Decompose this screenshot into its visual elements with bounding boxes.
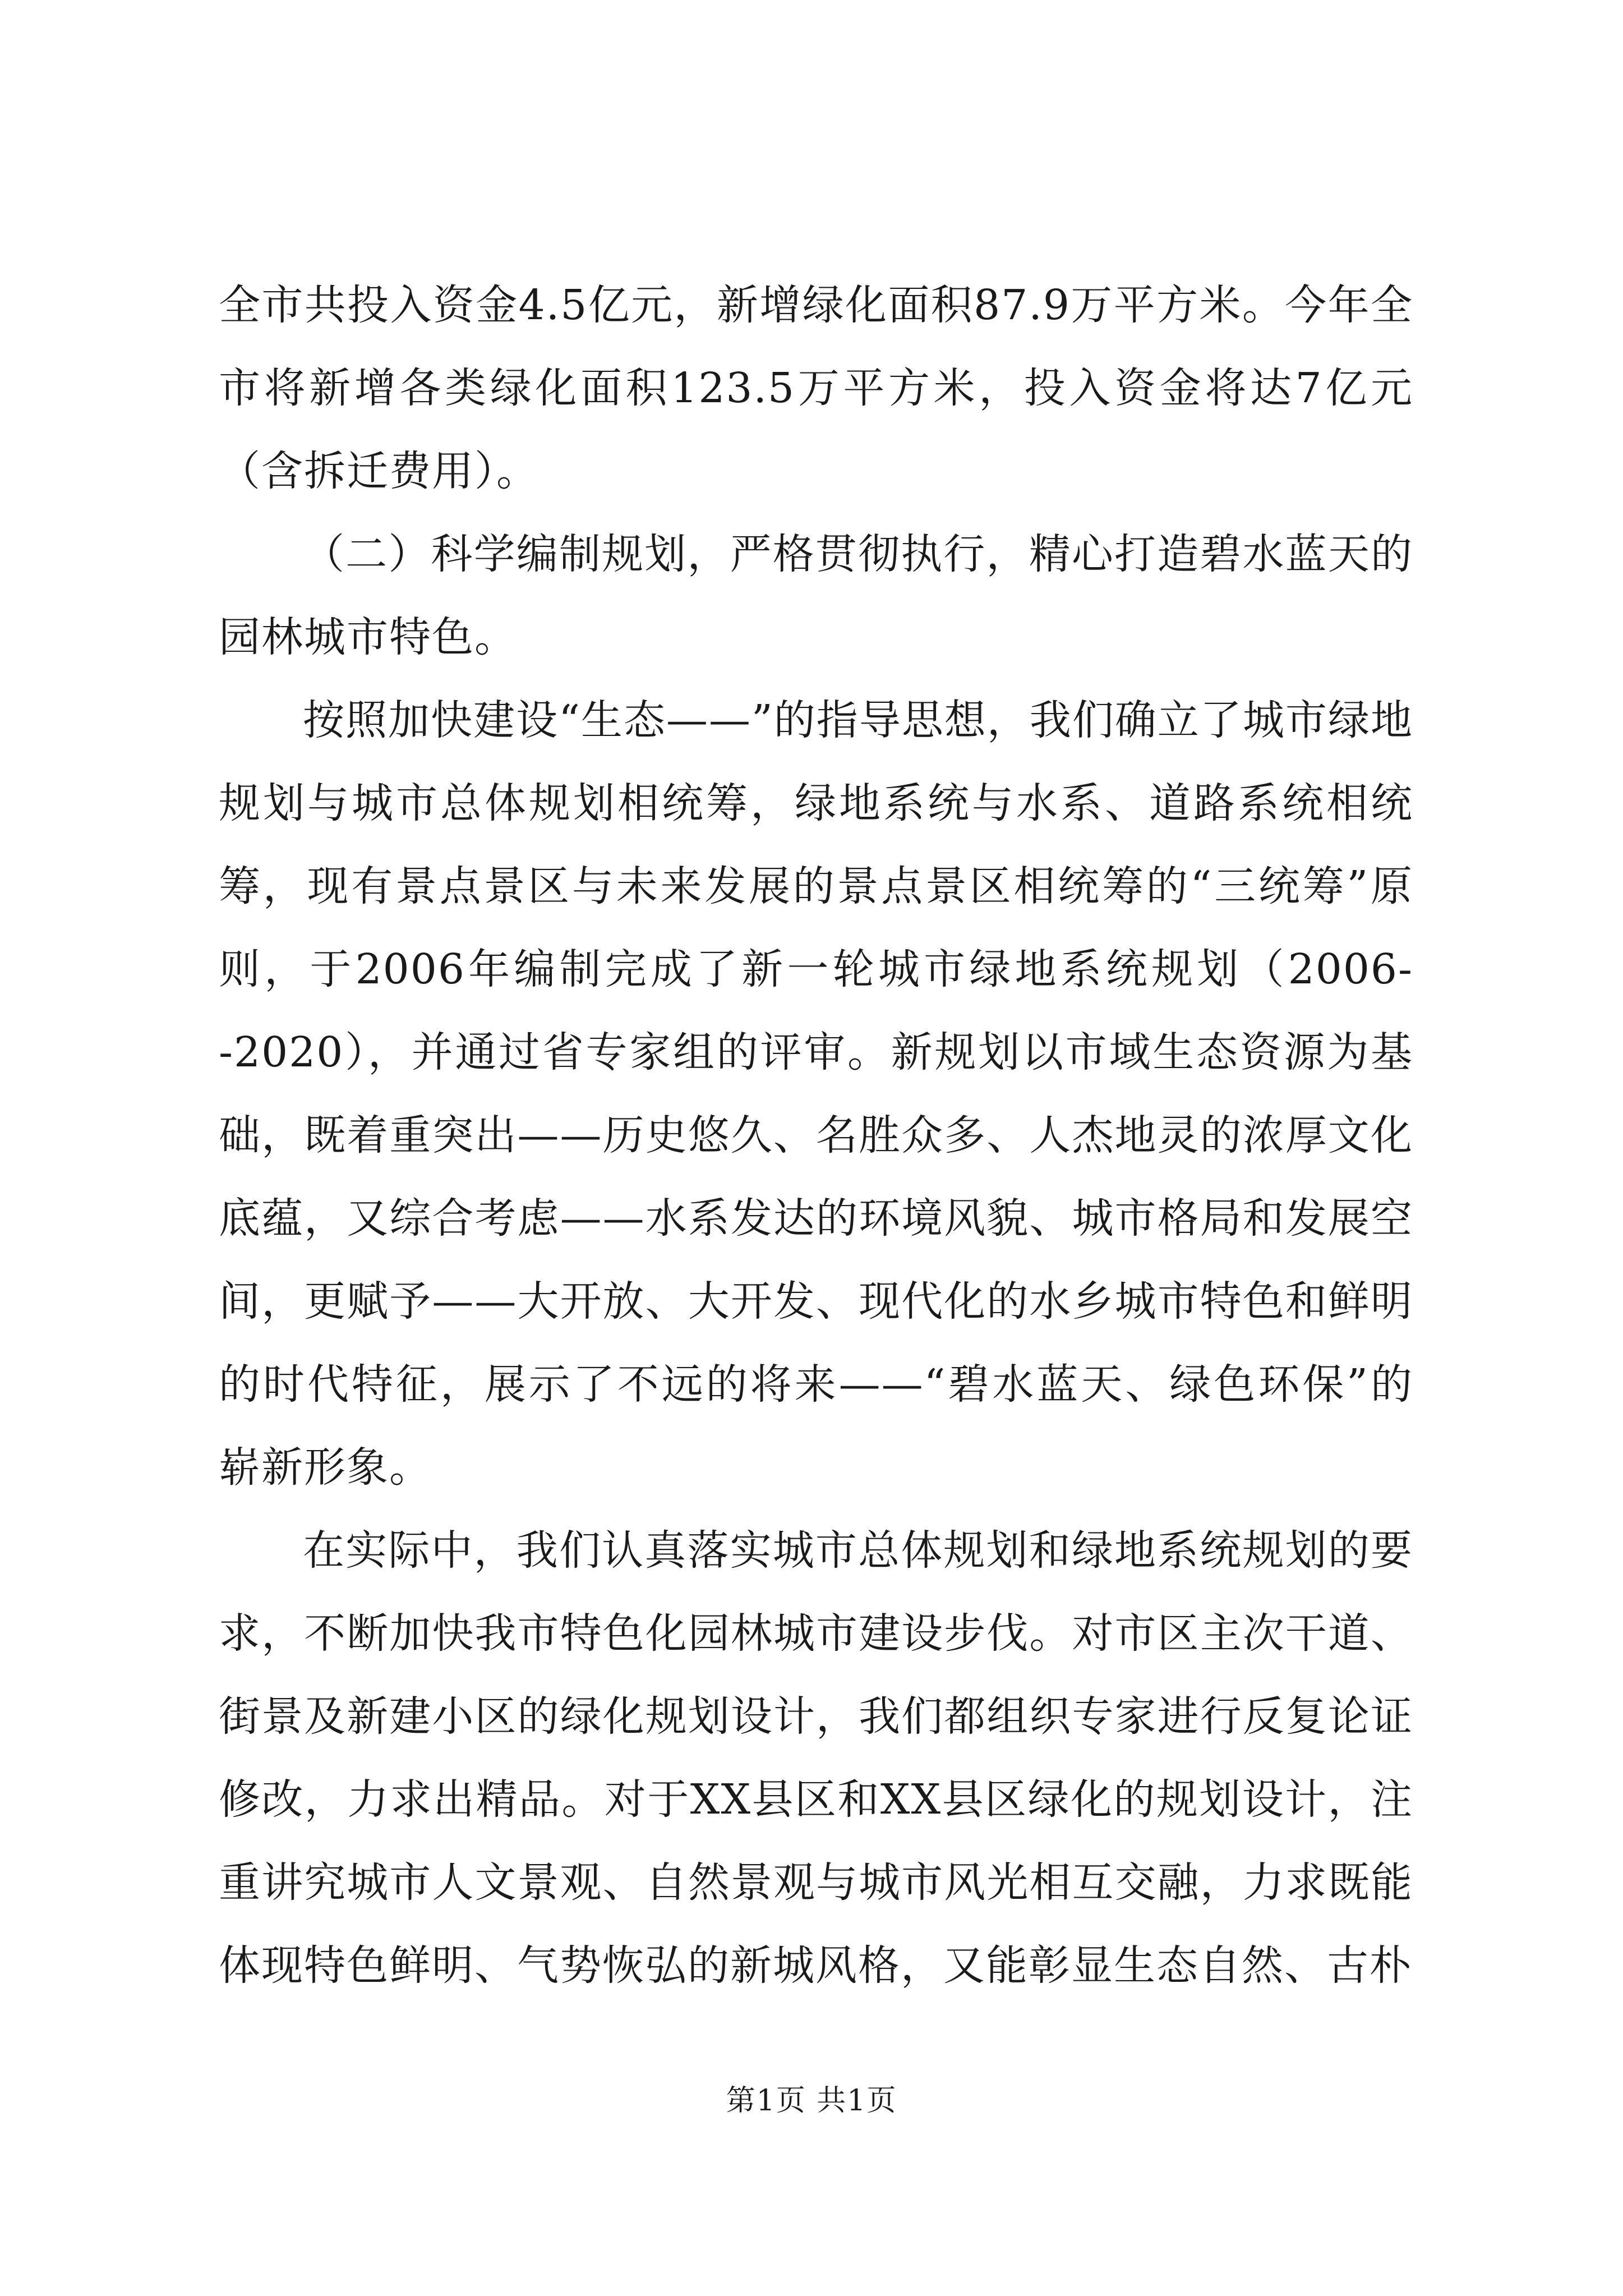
paragraph-continuation: 全市共投入资金4.5亿元，新增绿化面积87.9万平方米。今年全市将新增各类绿化面积123.5万平方米，投入资金将达7亿元（含拆迁费用）。 [219,281,1413,495]
section-heading: （二）科学编制规划，严格贯彻执行，精心打造碧水蓝天的园林城市特色。 [219,530,1413,661]
page-footer: 第1页 共1页 [726,2084,897,2118]
paragraph-implementation: 在实际中，我们认真落实城市总体规划和绿地系统规划的要求，不断加快我市特色化园林城市建设步伐。对市区主次干道、街景及新建小区的绿化规划设计，我们都组织专家进行反复论证修改，力求出精品。对于XX县区和XX县区绿化的规划设计，注重讲究城市人文景观、自然景观与城市风光相互交融，力求既能体现特色鲜明、气势恢弘的新城风格，又能彰显生态自然、古朴 [219,1526,1413,1990]
document-body [219,264,1413,2007]
paragraph-planning: 按照加快建设“生态——”的指导思想，我们确立了城市绿地规划与城市总体规划相统筹，绿地系统与水系、道路系统相统筹，现有景点景区与未来发展的景点景区相统筹的“三统筹”原则，于2006年编制完成了新一轮城市绿地系统规划（2006--2020），并通过省专家组的评审。新规划以市域生态资源为基础，既着重突出——历史悠久、名胜众多、人杰地灵的浓厚文化底蕴，又综合考虑——水系发达的环境风貌、城市格局和发展空间，更赋予——大开放、大开发、现代化的水乡城市特色和鲜明的时代特征，展示了不远的将来——“碧水蓝天、绿色环保”的崭新形象。 [219,696,1413,1492]
